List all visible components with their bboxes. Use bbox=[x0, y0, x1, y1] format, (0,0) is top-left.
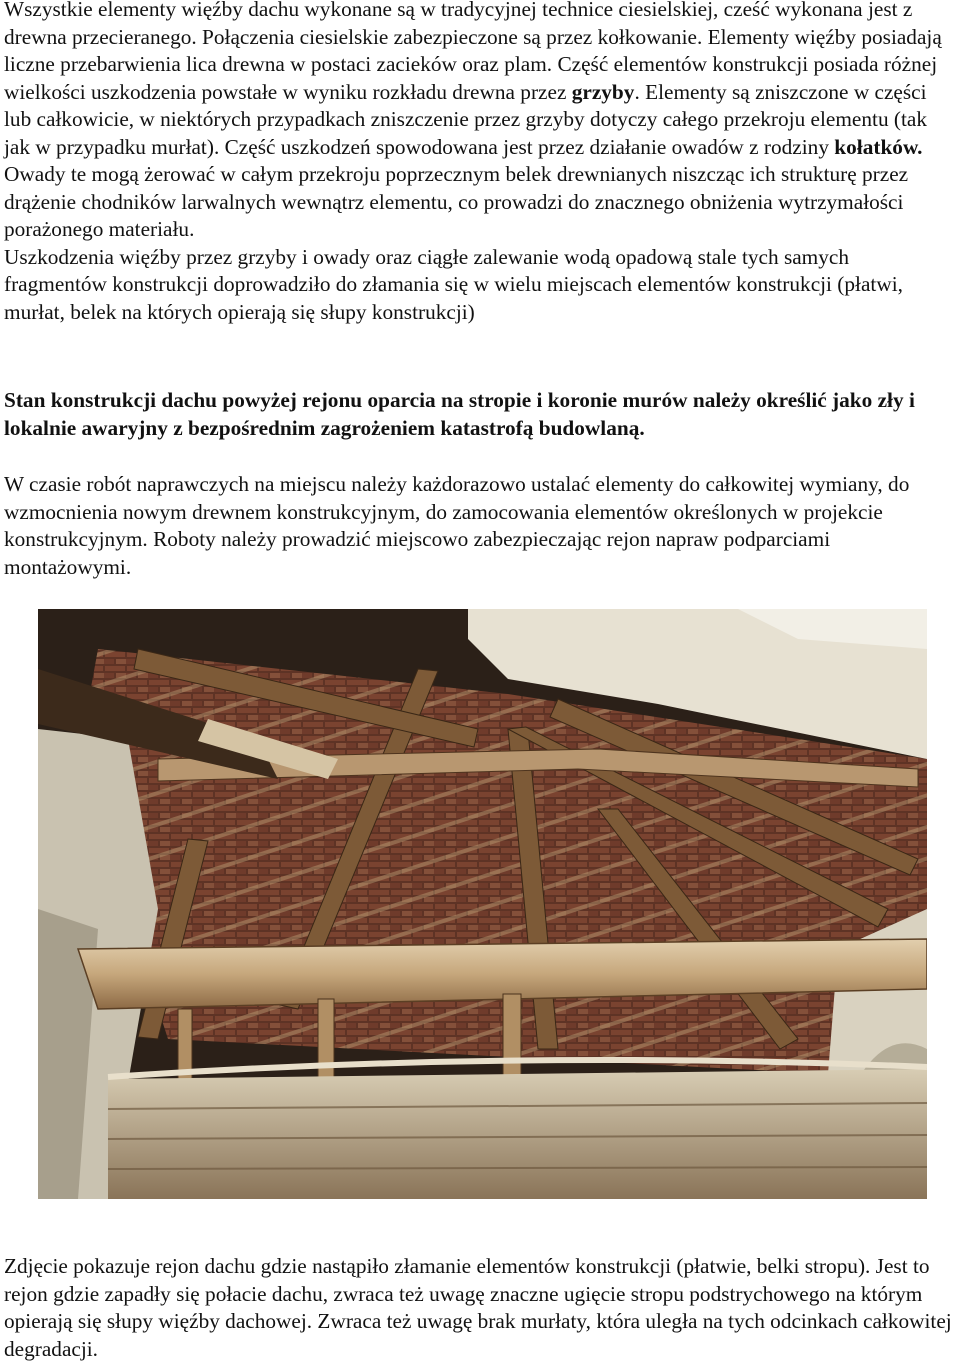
assessment-statement: Stan konstrukcji dachu powyżej rejonu oparcia na stropie i koronie murów należy określić jako zły i lokalnie awaryjny z bezpośrednim zagrożeniem katastrofą budowlaną. bbox=[4, 388, 915, 440]
bold-term-beetles: kołatków. bbox=[834, 134, 923, 159]
paragraph-text-2: . Elementy są zniszczone w części lub całkowicie, w niektórych przypadkach zniszczenie przez grzyby dotyczy całego przekroju elementu (tak jak w przypadku murłat). Część uszkodzeń spowodowana jest przez działanie owadów z rodziny bbox=[4, 79, 928, 159]
paragraph-text-1: Wszystkie elementy więźby dachu wykonane są w tradycyjnej technice ciesielskiej, cześć wykonana jest z drewna przecieranego. Połączenia ciesielskie zabezpieczone są przez kołkowanie. Elementy więźby posiadają liczne przebarwienia lica drewna w postaci zacieków oraz plam. Część elementów konstrukcji posiada różnej wielkości uszkodzenia powstałe w wyniku rozkładu drewna przez bbox=[4, 0, 942, 104]
paragraph-text-3: Owady te mogą żerować w całym przekroju poprzecznym belek drewnianych niszcząc ich strukturę przez drążenie chodników larwalnych wewnątrz elementu, co prowadzi do znacznego obniżenia wytrzymałości porażonego materiału. bbox=[4, 162, 909, 241]
roof-damage-photo bbox=[38, 609, 927, 1199]
bold-term-fungi: grzyby bbox=[571, 79, 635, 104]
photo-caption: Zdjęcie pokazuje rejon dachu gdzie nastąpiło złamanie elementów konstrukcji (płatwie, belki stropu). Jest to rejon gdzie zapadły się połacie dachu, zwraca też uwagę znaczne ugięcie stropu podstrychowego na którym opierają się słupy więźby dachowej. Zwraca też uwagę brak murłaty, która uległa na tych odcinkach całkowitej degradacji. bbox=[4, 1254, 952, 1361]
paragraph-roof-condition bbox=[4, 0, 956, 326]
paragraph-text-4: Uszkodzenia więźby przez grzyby i owady oraz ciągłe zalewanie wodą opadową stale tych samych fragmentów konstrukcji doprowadziło do złamania się w wielu miejscach elementów konstrukcji (płatwi, murłat, belek na których opierają się słupy konstrukcji) bbox=[4, 244, 903, 324]
repair-instructions: W czasie robót naprawczych na miejscu należy każdorazowo ustalać elementy do całkowitej wymiany, do wzmocnienia nowym drewnem konstrukcyjnym, do zamocowania elementów określonych w projekcie konstrukcyjnym. Roboty należy prowadzić miejscowo zabezpieczając rejon napraw podparciami montażowymi. bbox=[4, 472, 910, 579]
